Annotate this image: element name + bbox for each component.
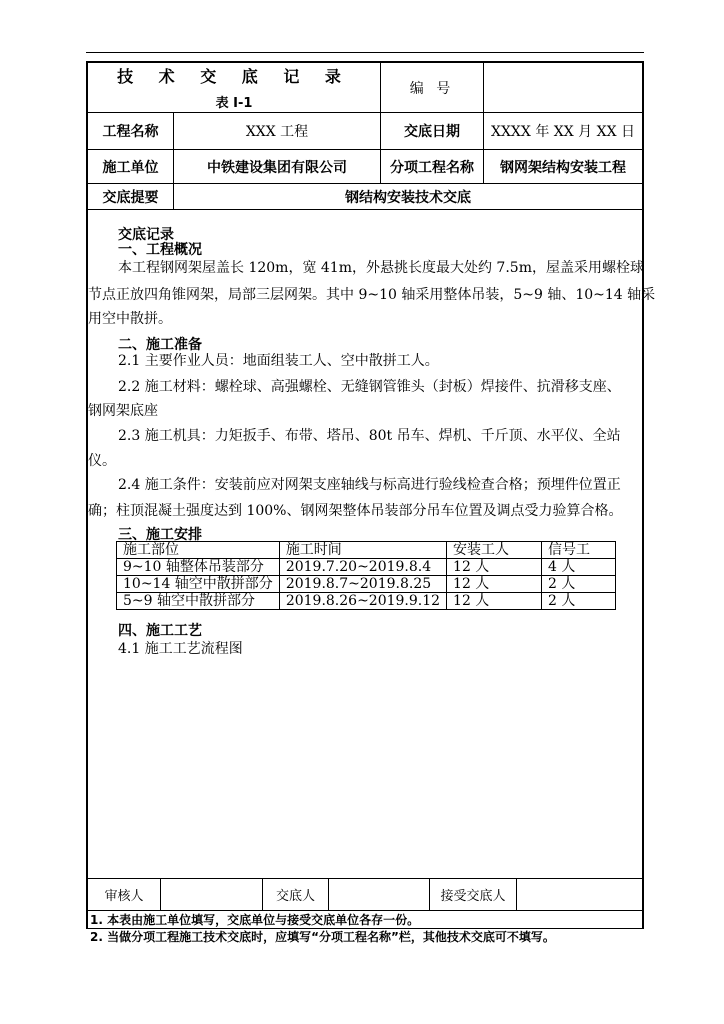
table-cell: 9~10 轴整体吊装部分 — [117, 559, 280, 576]
section-2-item: 2.1 主要作业人员：地面组装工人、空中散拼工人。 — [118, 353, 439, 369]
table-header-row — [117, 542, 616, 559]
table-cell: 12 人 — [447, 576, 542, 593]
number-label: 编 号 — [409, 80, 455, 97]
table-row — [117, 593, 616, 610]
section-2-item: 钢网架底座 — [88, 403, 158, 419]
table-header-cell: 施工部位 — [117, 542, 280, 559]
section-3-heading: 三、施工安排 — [118, 527, 202, 543]
table-cell: 10~14 轴空中散拼部分 — [117, 576, 280, 593]
subproject-value[interactable]: 钢网架结构安装工程 — [500, 159, 626, 176]
table-cell: 5~9 轴空中散拼部分 — [117, 593, 280, 610]
footnote: 2. 当做分项工程施工技术交底时，应填写“分项工程名称”栏，其他技术交底可不填写。 — [90, 930, 555, 944]
section-1-heading: 一、工程概况 — [118, 242, 202, 258]
number-value[interactable] — [484, 63, 642, 112]
section-2-item: 仪。 — [88, 453, 116, 469]
discloser-signature-field[interactable] — [329, 879, 429, 910]
table-row — [117, 576, 616, 593]
table-cell: 12 人 — [447, 593, 542, 610]
schedule-table — [116, 541, 616, 610]
table-cell: 4 人 — [542, 559, 616, 576]
subproject-label: 分项工程名称 — [390, 159, 474, 176]
table-header-cell: 信号工 — [542, 542, 616, 559]
section-2-item: 确；柱顶混凝土强度达到 100%、钢网架整体吊装部分吊车位置及调点受力验算合格。 — [88, 503, 623, 519]
footnote: 1. 本表由施工单位填写，交底单位与接受交底单位各存一份。 — [90, 913, 420, 927]
summary-value[interactable]: 钢结构安装技术交底 — [345, 189, 471, 206]
section-2-item: 2.3 施工机具：力矩扳手、布带、塔吊、80t 吊车、焊机、千斤顶、水平仪、全站 — [118, 428, 621, 444]
date-label: 交底日期 — [404, 124, 460, 140]
table-cell: 12 人 — [447, 559, 542, 576]
section-1-line: 节点正放四角锥网架，局部三层网架。其中 9~10 轴采用整体吊装，5~9 轴、10~14 轴采 — [88, 287, 656, 303]
section-2-heading: 二、施工准备 — [118, 337, 202, 353]
reviewer-label: 审核人 — [104, 889, 144, 904]
table-cell: 2019.7.20~2019.8.4 — [279, 559, 446, 576]
table-cell: 2019.8.7~2019.8.25 — [279, 576, 446, 593]
row-divider — [86, 209, 644, 210]
section-4-item: 4.1 施工工艺流程图 — [118, 641, 243, 657]
table-row — [117, 559, 616, 576]
summary-label: 交底提要 — [102, 189, 159, 206]
table-cell: 2019.8.26~2019.9.12 — [279, 593, 446, 610]
table-cell: 2 人 — [542, 593, 616, 610]
project-name-value[interactable]: XXX 工程 — [245, 124, 309, 140]
discloser-label: 交底人 — [275, 889, 315, 904]
table-header-cell: 施工时间 — [279, 542, 446, 559]
unit-label: 施工单位 — [102, 159, 159, 176]
section-2-item: 2.2 施工材料：螺栓球、高强螺栓、无缝钢管锥头（封板）焊接件、抗滑移支座、 — [118, 379, 621, 395]
record-title: 交底记录 — [118, 227, 174, 243]
receiver-signature-field[interactable] — [517, 879, 642, 910]
table-header-cell: 安装工人 — [447, 542, 542, 559]
date-value[interactable]: XXXX 年 XX 月 XX 日 — [491, 124, 635, 140]
table-cell: 2 人 — [542, 576, 616, 593]
section-2-item: 2.4 施工条件：安装前应对网架支座轴线与标高进行验线检查合格；预埋件位置正 — [118, 477, 621, 493]
reviewer-signature-field[interactable] — [161, 879, 262, 910]
unit-value[interactable]: 中铁建设集团有限公司 — [207, 159, 347, 176]
section-1-line: 本工程钢网架屋盖长 120m，宽 41m，外悬挑长度最大处约 7.5m，屋盖采用螺栓球 — [118, 260, 644, 276]
top-rule — [86, 52, 644, 53]
form-number: 表 I-1 — [215, 95, 253, 111]
form-title: 技 术 交 底 记 录 — [117, 66, 351, 86]
section-4-heading: 四、施工工艺 — [118, 623, 202, 639]
project-name-label: 工程名称 — [102, 124, 159, 140]
section-1-line: 用空中散拼。 — [88, 311, 172, 327]
receiver-label: 接受交底人 — [440, 889, 506, 904]
